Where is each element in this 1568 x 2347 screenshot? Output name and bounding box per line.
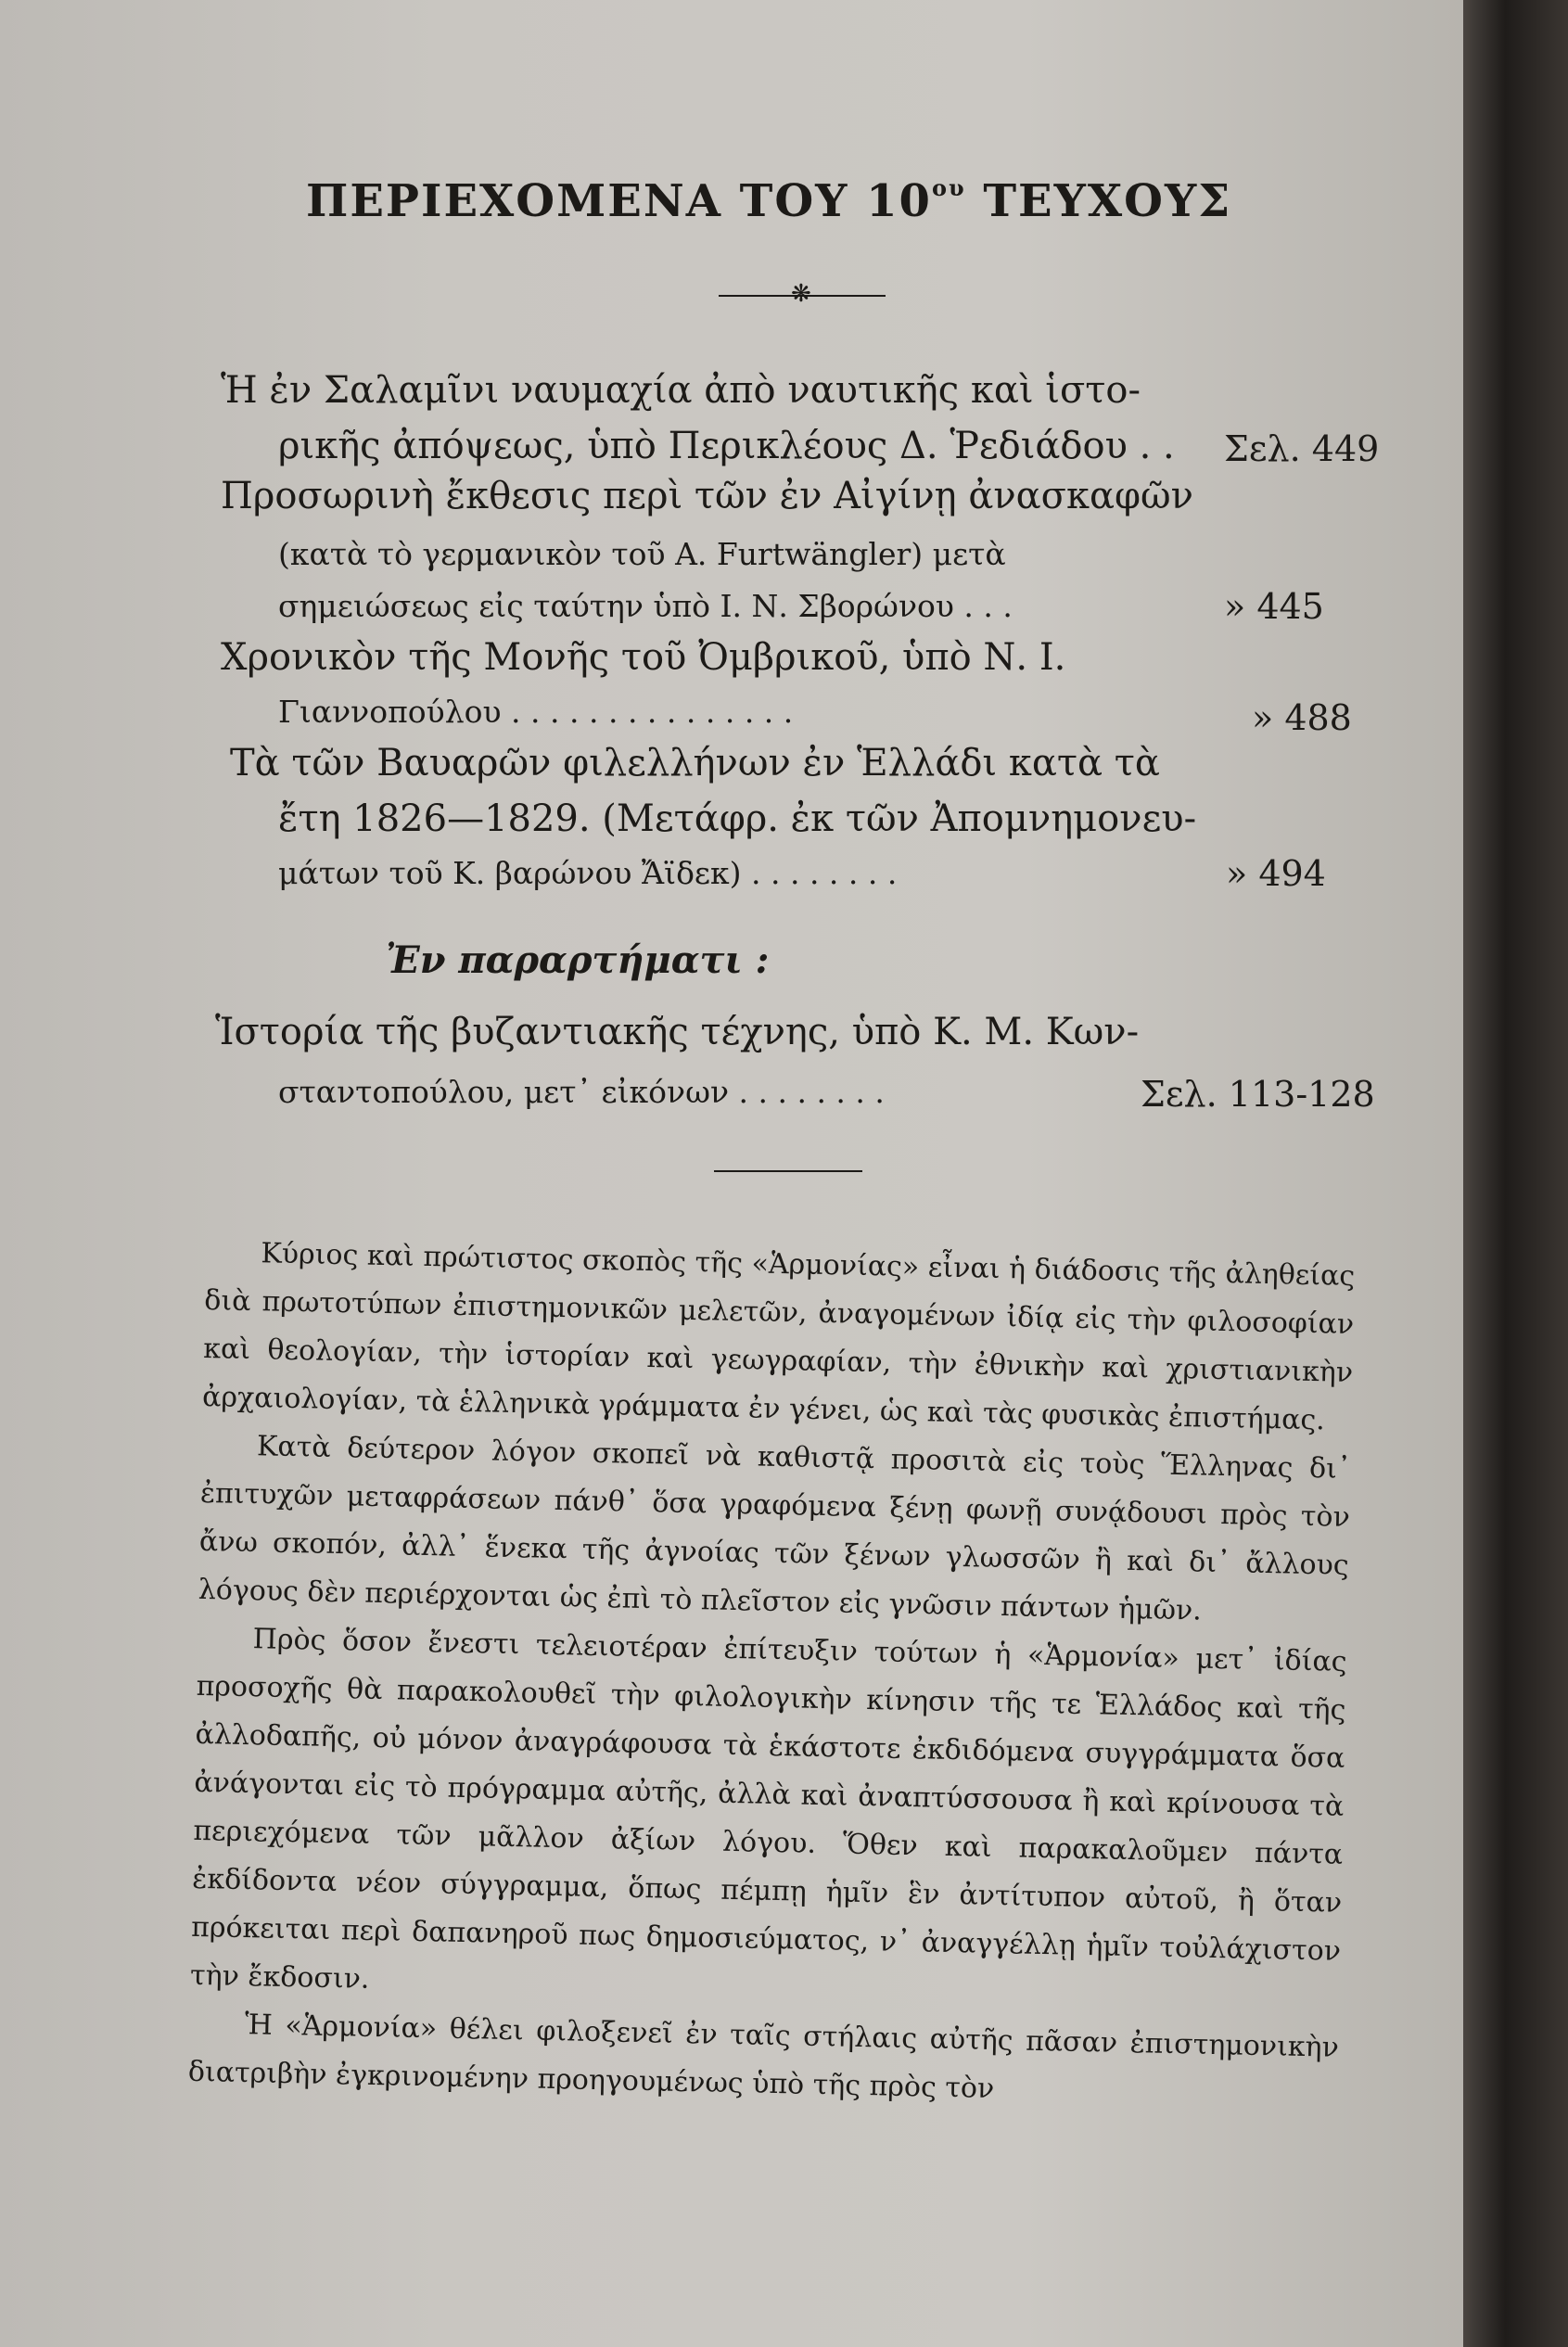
toc-entry-3-page: » 488 [1252,697,1352,738]
toc-entry-3-line-2: Γιαννοπούλου . . . . . . . . . . . . . . . [278,694,794,730]
book-gutter [1463,0,1568,2347]
body-text [187,1229,1355,2121]
toc-entry-4-line-1: Τὰ τῶν Βαυαρῶν φιλελλήνων ἐν Ἑλλάδι κατὰ τὰ [230,742,1160,784]
toc-entry-3-line-1: Χρονικὸν τῆς Μονῆς τοῦ Ὀμβρικοῦ, ὑπὸ Ν. Ι. [221,636,1066,679]
toc-entry-4-line-2: ἔτη 1826—1829. (Μετάφρ. ἐκ τῶν Ἀπομνημονευ- [278,797,1197,840]
toc-entry-4-line-3: μάτων τοῦ Κ. βαρώνου Ἄϊδεκ) . . . . . . . . [278,855,898,891]
paragraph-1: Κύριος καὶ πρώτιστος σκοπὸς τῆς «Ἁρμονίας» εἶναι ἡ διάδοσις τῆς ἀληθείας διὰ πρωτοτύπων ἐπιστημονικῶν μελετῶν, ἀναγομένων ἰδίᾳ εἰς τὴν φιλοσοφίαν καὶ θεολογίαν, τὴν ἱστορίαν καὶ γεωγραφίαν, τὴν ἐθνικὴν καὶ χριστιανικὴν ἀρχαιολογίαν, τὰ ἑλληνικὰ γράμματα ἐν γένει, ὡς καὶ τὰς φυσικὰς ἐπιστήμας. [201,1237,1356,1437]
page-heading [306,174,1307,227]
toc-entry-2-line-2: (κατὰ τὸ γερμανικὸν τοῦ A. Furtwängler) μετὰ [278,536,1006,572]
toc-entry-1-line-1: Ἡ ἐν Σαλαμῖνι ναυμαχία ἀπὸ ναυτικῆς καὶ ἱστο- [221,369,1141,412]
section-divider [714,1170,862,1172]
toc-entry-2-page: » 445 [1224,586,1324,627]
appendix-line-1: Ἱστορία τῆς βυζαντιακῆς τέχνης, ὑπὸ Κ. Μ. Κων- [215,1011,1140,1053]
toc-entry-1-page: Σελ. 449 [1224,428,1380,469]
toc-entry-2-line-3: σημειώσεως εἰς ταύτην ὑπὸ Ι. Ν. Σβορώνου . . . [278,588,1013,624]
appendix-heading: Ἐν παραρτήματι : [386,938,770,982]
toc-entry-2-line-1: Προσωρινὴ ἔκθεσις περὶ τῶν ἐν Αἰγίνῃ ἀνασκαφῶν [221,475,1193,517]
toc-entry-4-page: » 494 [1226,853,1326,894]
appendix-line-2: σταντοπούλου, μετ᾽ εἰκόνων . . . . . . . . [278,1074,885,1110]
toc-entry-1-line-2: ρικῆς ἀπόψεως, ὑπὸ Περικλέους Δ. Ῥεδιάδου . . [278,425,1175,467]
heading-main: ΠΕΡΙΕΧΟΜΕΝΑ ΤΟΥ 10 [306,175,932,227]
paragraph-3: Πρὸς ὅσον ἔνεστι τελειοτέραν ἐπίτευξιν τούτων ἡ «Ἁρμονία» μετ᾽ ἰδίας προσοχῆς θὰ παρακολουθεῖ τὴν φιλολογικὴν κίνησιν τῆς τε Ἑλλάδος καὶ τῆς ἀλλοδαπῆς, οὐ μόνον ἀναγράφουσα τὰ ἑκάστοτε ἐκδιδόμενα συγγράμματα ὅσα ἀνάγονται εἰς τὸ πρόγραμμα αὐτῆς, ἀλλὰ καὶ ἀναπτύσσουσα ἢ καὶ κρίνουσα τὰ περιεχόμενα τῶν μᾶλλον ἀξίων λόγου. Ὅθεν καὶ παρακαλοῦμεν πάντα ἐκδίδοντα νέον σύγγραμμα, ὅπως πέμπῃ ἡμῖν ἓν ἀντίτυπον αὐτοῦ, ἢ ὅταν πρόκειται περὶ δαπανηροῦ πως δημοσιεύματος, ν᾽ ἀναγγέλλῃ ἡμῖν τοὐλάχιστον τὴν ἔκδοσιν. [189,1623,1347,1996]
appendix-page: Σελ. 113-128 [1141,1074,1375,1115]
paragraph-2: Κατὰ δεύτερον λόγον σκοπεῖ νὰ καθιστᾷ προσιτὰ εἰς τοὺς Ἕλληνας δι᾽ ἐπιτυχῶν μεταφράσεων πάνθ᾽ ὅσα γραφόμενα ξένῃ φωνῇ συνᾴδουσι πρὸς τὸν ἄνω σκοπόν, ἀλλ᾽ ἕνεκα τῆς ἀγνοίας τῶν ξένων γλωσσῶν ἢ καὶ δι᾽ ἄλλους λόγους δὲν περιέρχονται ὡς ἐπὶ τὸ πλεῖστον εἰς γνῶσιν πάντων ἡμῶν. [198,1430,1352,1627]
heading-tail: ΤΕΥΧΟΥΣ [965,175,1232,227]
heading-superscript: ου [931,174,966,201]
paragraph-4: Ἡ «Ἁρμονία» θέλει φιλοξενεῖ ἐν ταῖς στήλαις αὐτῆς πᾶσαν ἐπιστημονικὴν διατριβὴν ἐγκρινομένην προηγουμένως ὑπὸ τῆς πρὸς τὸν [187,2009,1340,2106]
ornament-icon: ❋ [791,280,811,308]
